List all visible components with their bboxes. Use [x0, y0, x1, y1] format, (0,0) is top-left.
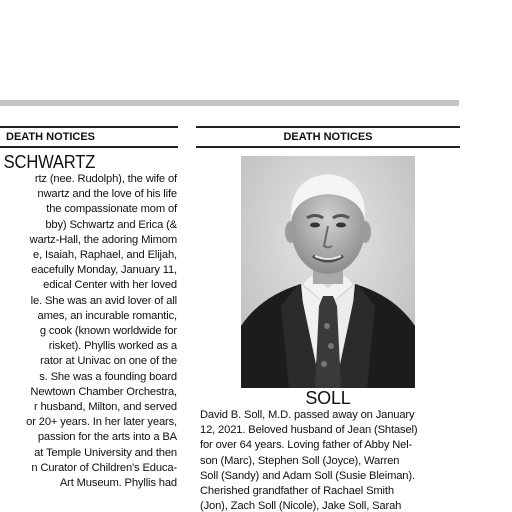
obituary-line: son (Marc), Stephen Soll (Joyce), Warren	[200, 454, 400, 467]
obituary-line: David B. Soll, M.D. passed away on January	[200, 409, 415, 421]
obituary-line: n Curator of Children's Educa-	[31, 461, 177, 474]
obituary-line: Soll (Sandy) and Adam Soll (Susie Bleiman).	[200, 469, 415, 482]
obituary-line: for over 64 years. Loving father of Abby Nel-	[200, 439, 413, 452]
obituary-line: at Temple University and then	[34, 446, 177, 459]
obituary-line: the compassionate mom of	[46, 203, 177, 216]
portrait-photo-illustration	[241, 156, 415, 388]
obituary-line: Newtown Chamber Orchestra,	[30, 385, 177, 398]
obituary-line: Art Museum. Phyllis had	[59, 477, 177, 490]
obituary-line: (Jon), Zach Soll (Nicole), Jake Soll, Sarah	[200, 500, 402, 512]
obituary-line: rator at Univac on one of the	[40, 355, 177, 368]
obituary-line: passion for the arts into a BA	[37, 431, 177, 444]
portrait-photo	[241, 156, 415, 388]
top-divider-rule	[0, 100, 459, 106]
obituary-line: risket). Phyllis worked as a	[48, 340, 177, 353]
obituary-text-schwartz	[0, 172, 177, 491]
obituary-line: s. She was a founding board	[39, 370, 177, 383]
deceased-name-soll: SOLL	[305, 388, 351, 408]
obituary-line: rtz (nee. Rudolph), the wife of	[34, 173, 177, 185]
obituary-line: 12, 2021. Beloved husband of Jean (Shtasel)	[200, 424, 418, 437]
right-death-notice-column	[196, 126, 460, 512]
deceased-name-schwartz: SCHWARTZ	[3, 152, 96, 172]
obituary-text-soll	[196, 408, 460, 512]
obituary-line: bby) Schwartz and Erica (&	[45, 218, 177, 231]
left-death-notice-column	[0, 126, 178, 512]
obituary-line: or 20+ years. In her later years,	[26, 416, 177, 429]
section-header-death-notices: DEATH NOTICES	[196, 126, 460, 148]
obituary-line: g cook (known worldwide for	[39, 325, 177, 338]
section-header-death-notices: DEATH NOTICES	[0, 126, 178, 148]
obituary-line: wartz-Hall, the adoring Mimom	[29, 233, 177, 246]
obituary-line: ames, an incurable romantic,	[37, 309, 177, 322]
obituary-line: e, Isaiah, Raphael, and Elijah,	[33, 249, 177, 262]
obituary-line: eacefully Monday, January 11,	[31, 264, 177, 277]
obituary-line: r husband, Milton, and served	[33, 401, 177, 414]
obituary-line: le. She was an avid lover of all	[30, 294, 177, 307]
obituary-line: Cherished grandfather of Rachael Smith	[200, 485, 394, 498]
obituary-line: nwartz and the love of his life	[37, 188, 177, 201]
obituary-line: edical Center with her loved	[43, 279, 177, 292]
